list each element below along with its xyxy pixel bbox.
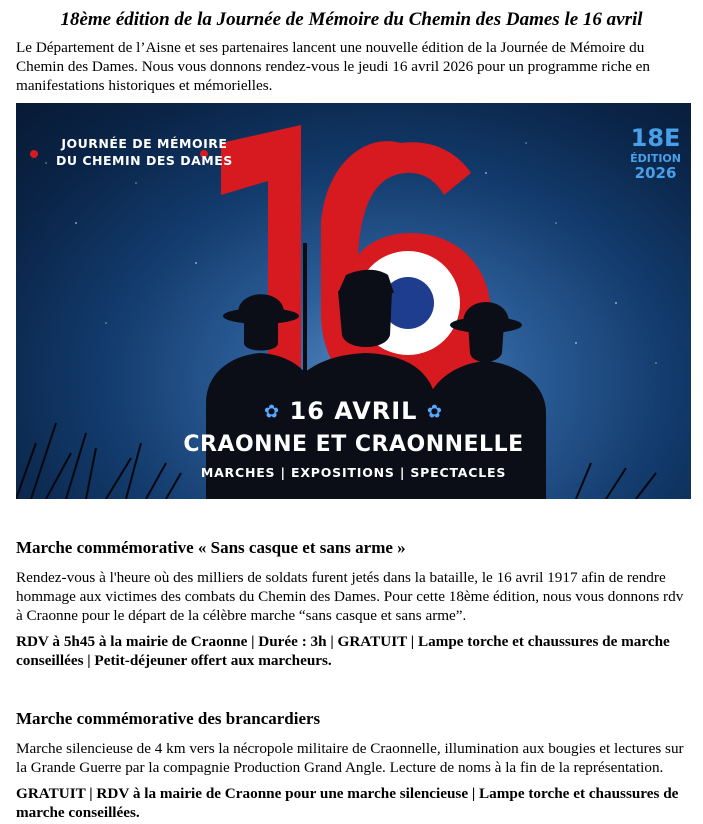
edition-number: 18E	[630, 124, 681, 152]
intro-paragraph: Le Département de l’Aisne et ses partenaires lancent une nouvelle édition de la Journée de Mémoire du Chemin des Dames. Nous vous donnons rendez-vous le jeudi 16 avril 2026 pour un programme riche en manifestations historiques et mémorielles.	[16, 39, 650, 94]
event-name-line1: JOURNÉE DE MÉMOIRE	[61, 136, 228, 151]
section-title: Marche commémorative « Sans casque et sans arme »	[16, 538, 406, 557]
poster-place: CRAONNE ET CRAONNELLE	[183, 432, 524, 457]
red-dot-left	[30, 150, 38, 158]
page-title: 18ème édition de la Journée de Mémoire du Chemin des Dames le 16 avril	[60, 9, 643, 30]
page	[0, 8, 703, 822]
poster-date	[16, 397, 691, 425]
edition-year: 2026	[634, 164, 677, 182]
edition-word: ÉDITION	[630, 152, 681, 165]
rifle	[303, 243, 307, 393]
section-title: Marche commémorative des brancardiers	[16, 709, 321, 728]
section-body: Rendez-vous à l'heure où des milliers de soldats furent jetés dans la bataille, le 16 avril 1917 afin de rendre hommage aux victimes des combats du Chemin des Dames. Pour cette 18ème édition, nous vous donnons rdv à Craonne pour le départ de la célèbre marche “sans casque et sans arme”.	[16, 569, 684, 624]
event-poster	[16, 103, 691, 499]
red-digit-one	[221, 125, 301, 393]
poster-activities: MARCHES | EXPOSITIONS | SPECTACLES	[200, 465, 507, 480]
poster-date-text: 16 AVRIL	[289, 397, 418, 425]
forget-me-not-icon: ✿	[264, 401, 281, 423]
edition-badge	[630, 125, 681, 181]
section-brancardiers	[16, 708, 687, 822]
section-info: GRATUIT | RDV à la mairie de Craonne pour une marche silencieuse | Lampe torche et chaussures de marche conseillées.	[16, 785, 679, 821]
event-name-line2: DU CHEMIN DES DAMES	[56, 153, 233, 168]
section-sans-casque	[16, 537, 687, 670]
forget-me-not-icon: ✿	[426, 401, 443, 423]
event-name	[56, 135, 233, 169]
section-info: RDV à 5h45 à la mairie de Craonne | Durée : 3h | GRATUIT | Lampe torche et chaussures de marche conseillées | Petit-déjeuner offert aux marcheurs.	[16, 633, 670, 669]
section-body: Marche silencieuse de 4 km vers la nécropole militaire de Craonnelle, illumination aux bougies et lectures sur la Grande Guerre par la compagnie Production Grand Angle. Lecture de noms à la fin de la représentation.	[16, 740, 684, 776]
